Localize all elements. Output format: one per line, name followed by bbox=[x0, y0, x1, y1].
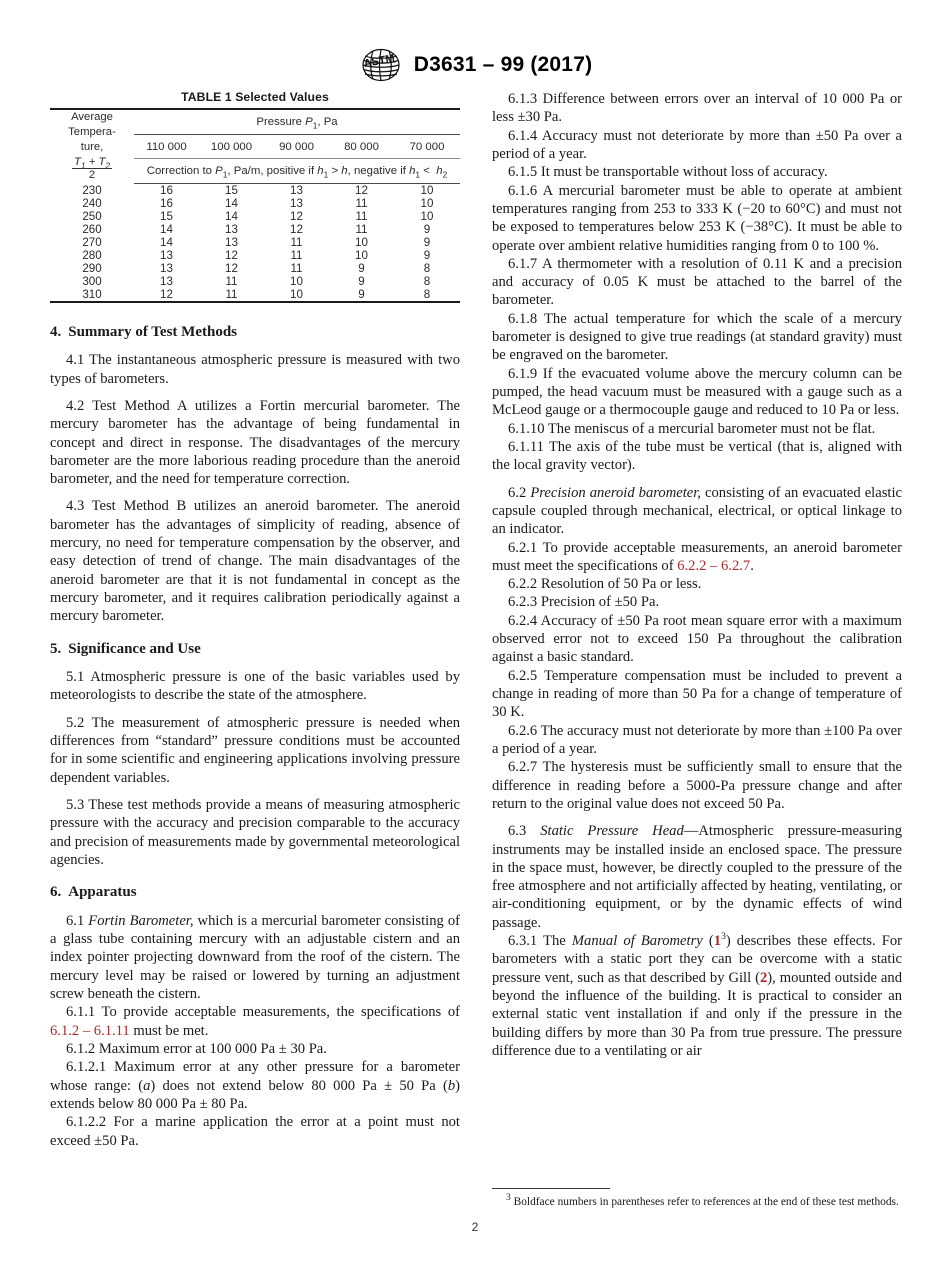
row-value: 10 bbox=[420, 183, 434, 197]
paragraph-6-1-1 bbox=[50, 1003, 460, 1040]
footnote-marker-3: 3 bbox=[721, 932, 726, 943]
cross-reference-link-6-2-2-to-6-2-7[interactable]: 6.2.2 – 6.2.7 bbox=[677, 557, 751, 574]
row-value: 11 bbox=[225, 274, 238, 288]
row-value: 11 bbox=[290, 235, 303, 249]
clause-text: ( bbox=[702, 933, 714, 950]
table-col-header: 70 000 bbox=[394, 134, 460, 158]
row-value: 9 bbox=[358, 274, 365, 288]
table-col-header: 100 000 bbox=[199, 134, 264, 158]
section-title: Summary of Test Methods bbox=[68, 323, 238, 340]
row-value: 10 bbox=[355, 235, 368, 249]
row-value: 14 bbox=[160, 235, 173, 249]
paragraph-6-3 bbox=[492, 822, 902, 932]
table-row bbox=[50, 183, 460, 197]
term-fortin-barometer: Fortin Barometer, bbox=[88, 912, 194, 929]
paragraph-6-1-2: 6.1.2 Maximum error at 100 000 Pa ± 30 Pa. bbox=[66, 1040, 327, 1057]
row-value: 12 bbox=[225, 248, 238, 262]
row-temperature: 310 bbox=[82, 287, 102, 301]
footnote-separator-rule bbox=[492, 1188, 610, 1189]
table-row bbox=[50, 288, 460, 302]
paragraph-6-1-7: 6.1.7 A thermometer with a resolution of 0.11 K and a precision and accuracy of 0.05 K must be attached to the barrel of the barometer. bbox=[492, 255, 902, 309]
row-value: 11 bbox=[355, 196, 368, 210]
row-value: 14 bbox=[225, 196, 238, 210]
table-caption: TABLE 1 Selected Values bbox=[181, 90, 329, 104]
row-temperature: 300 bbox=[82, 274, 102, 288]
temperature-average-fraction: $\frac{T_1 + T_2}{2}$ bbox=[73, 155, 111, 182]
row-value: 12 bbox=[225, 261, 238, 275]
row-temperature: 240 bbox=[82, 196, 102, 210]
row-value: 13 bbox=[160, 261, 173, 275]
svg-text:ASTM: ASTM bbox=[362, 52, 396, 71]
paragraph-6-2-5: 6.2.5 Temperature compensation must be included to prevent a change in reading of more than 50 Pa for a change of temperature of 30 K. bbox=[492, 667, 902, 721]
table-row bbox=[50, 275, 460, 288]
section-number: 4. bbox=[50, 323, 62, 340]
paragraph-6-1-5: 6.1.5 It must be transportable without loss of accuracy. bbox=[508, 164, 828, 181]
row-value: 9 bbox=[358, 261, 365, 275]
table-row bbox=[50, 249, 460, 262]
paragraph-4-2: 4.2 Test Method A utilizes a Fortin mercurial barometer. The mercury barometer has the advantage of being fundamental in concept and direct in response. The disadvantages of the mercury barometer are the more laborious reading procedure than the aneroid barometer, and the need for temperature correction. bbox=[50, 397, 460, 488]
paragraph-5-1: 5.1 Atmospheric pressure is one of the basic variables used by meteorologists to describe the state of the atmosphere. bbox=[50, 669, 460, 704]
row-value: 12 bbox=[160, 287, 173, 301]
term-precision-aneroid-barometer: Precision aneroid barometer, bbox=[530, 484, 701, 501]
row-value: 10 bbox=[420, 209, 434, 223]
clause-number: 6.1 bbox=[66, 912, 85, 929]
clause-text: . bbox=[750, 557, 754, 574]
paragraph-4-3: 4.3 Test Method B utilizes an aneroid barometer. The aneroid barometer has the advantages of simplicity of reading, absence of mercury, no need for temperature compensation by the observer, and easy detection of trend of change. The main disadvantages of the aneroid barometer are that it is not fundamental in concept as the mercury barometer, and it requires calibration periodically against a mercury barometer. bbox=[50, 498, 460, 625]
paragraph-6-2-6: 6.2.6 The accuracy must not deteriorate by more than ±100 Pa over a period of a year. bbox=[492, 722, 902, 757]
row-value: 16 bbox=[160, 196, 173, 210]
row-value: 13 bbox=[225, 222, 238, 236]
row-value: 11 bbox=[290, 261, 303, 275]
row-value: 9 bbox=[423, 248, 431, 262]
table-body bbox=[50, 183, 460, 302]
row-value: 13 bbox=[290, 196, 303, 210]
row-value: 15 bbox=[160, 209, 173, 223]
paragraph-6-2-1 bbox=[492, 539, 902, 576]
table-col-header: 80 000 bbox=[329, 134, 394, 158]
row-value: 11 bbox=[290, 248, 303, 262]
astm-logo-icon bbox=[358, 48, 404, 82]
paragraph-6-1-11: 6.1.11 The axis of the tube must be vertical (that is, aligned with the local gravity vector). bbox=[492, 438, 902, 474]
row-value: 12 bbox=[355, 183, 368, 197]
title-manual-of-barometry: Manual of Barometry bbox=[571, 933, 703, 950]
reference-link-1[interactable]: 1 bbox=[713, 933, 722, 950]
document-body bbox=[50, 90, 902, 1210]
paragraph-6-1-10: 6.1.10 The meniscus of a mercurial barometer must not be flat. bbox=[508, 420, 876, 437]
section-heading-6 bbox=[50, 869, 460, 903]
row-value: 16 bbox=[160, 183, 173, 197]
row-value: 10 bbox=[420, 196, 434, 210]
footnote-body: Boldface numbers in parentheses refer to references at the end of these test methods. bbox=[513, 1196, 899, 1209]
paragraph-4-1: 4.1 The instantaneous atmospheric pressure is measured with two types of barometers. bbox=[50, 352, 460, 387]
row-value: 12 bbox=[290, 209, 303, 223]
clause-text: 6.1.1 To provide acceptable measurements, the specifications of bbox=[66, 1004, 460, 1021]
paragraph-6-1-2-1 bbox=[50, 1058, 460, 1113]
footnote-block bbox=[492, 1188, 902, 1210]
row-temperature: 270 bbox=[82, 235, 102, 249]
page-header bbox=[0, 48, 950, 82]
row-value: 13 bbox=[160, 248, 173, 262]
paragraph-6-1-4: 6.1.4 Accuracy must not deteriorate by more than ±50 Pa over a period of a year. bbox=[492, 127, 902, 162]
clause-number: 6.2 bbox=[508, 484, 527, 501]
clause-text: —Atmospheric pressure-measuring instruments may be installed inside an enclosed space. The pressure in the space must, however, be directly coupled to the pressure of the free atmosphere and not artificially affected by heating, ventilating, or air-conditioning equipment, or by the dynamic effects of wind passage. bbox=[492, 823, 902, 931]
table-row bbox=[50, 262, 460, 275]
table-correction-header: Correction to $P_1$, Pa/m, positive if $h_1 > h$, negative if $h_1 < h_2$ bbox=[134, 159, 460, 183]
table-row bbox=[50, 197, 460, 210]
footnote-text bbox=[492, 1195, 902, 1210]
row-value: 13 bbox=[290, 183, 303, 197]
row-temperature: 230 bbox=[82, 183, 102, 197]
section-title: Significance and Use bbox=[68, 640, 201, 657]
paragraph-6-1-6: 6.1.6 A mercurial barometer must be able to operate at ambient temperatures ranging from 253 to 333 K (−20 to 60°C) and must not be exposed to temperatures below 253 K (−38°C). It must be able to operate over ambient relative humidities ranging from 0 to 100 %. bbox=[492, 182, 902, 254]
clause-text: which is a mercurial barometer consisting of a glass tube containing mercury with an adjustable cistern and an index pointer projecting downward from the roof of the cistern. The mercury level may be raised or lowered by turning an adjustment screw beneath the cistern. bbox=[50, 912, 460, 1003]
paragraph-6-2-7: 6.2.7 The hysteresis must be sufficiently small to ensure that the difference in reading before a 5000-Pa pressure change and after return to the original value does not exceed 50 Pa. bbox=[492, 759, 902, 812]
reference-link-2[interactable]: 2 bbox=[760, 969, 768, 986]
table-col-header: 110 000 bbox=[134, 134, 199, 158]
row-value: 8 bbox=[423, 274, 431, 288]
section-number: 6. bbox=[50, 884, 62, 901]
section-title: Apparatus bbox=[68, 884, 137, 901]
row-value: 9 bbox=[423, 222, 431, 236]
table-1 bbox=[50, 90, 460, 303]
row-value: 9 bbox=[423, 235, 431, 249]
table-row bbox=[50, 236, 460, 249]
term-static-pressure-head: Static Pressure Head bbox=[540, 823, 684, 840]
row-value: 11 bbox=[225, 287, 238, 301]
paragraph-6-1-3: 6.1.3 Difference between errors over an interval of 10 000 Pa or less ±30 Pa. bbox=[492, 91, 902, 126]
list-marker-a: a bbox=[143, 1077, 151, 1094]
clause-text: consisting of an evacuated elastic capsule coupled through mechanical, electrical, or optical linkage to an indicator. bbox=[492, 484, 902, 538]
paragraph-6-1-2-2: 6.1.2.2 For a marine application the error at a point must not exceed ±50 Pa. bbox=[50, 1114, 460, 1149]
table-row bbox=[50, 210, 460, 223]
footnote-number: 3 bbox=[506, 1193, 511, 1204]
table-span-header: Pressure $P_1$, Pa bbox=[134, 109, 460, 134]
left-column bbox=[50, 90, 460, 1210]
row-value: 15 bbox=[225, 183, 238, 197]
clause-number: 6.3 bbox=[508, 823, 527, 840]
paragraph-6-1-8: 6.1.8 The actual temperature for which the scale of a mercury barometer is designed to give true readings (at standard gravity) must be engraved on the barometer. bbox=[492, 310, 902, 364]
row-temperature: 280 bbox=[82, 248, 102, 262]
section-heading-5 bbox=[50, 626, 460, 660]
table-row bbox=[50, 223, 460, 236]
row-value: 8 bbox=[423, 261, 431, 275]
row-value: 11 bbox=[355, 209, 368, 223]
clause-text: 6.3.1 The bbox=[508, 933, 572, 950]
paragraph-6-2-3: 6.2.3 Precision of ±50 Pa. bbox=[508, 594, 660, 611]
row-value: 9 bbox=[358, 287, 365, 301]
clause-text: 6.2.1 To provide acceptable measurements, an aneroid barometer must meet the specifications of bbox=[492, 539, 902, 574]
row-value: 8 bbox=[423, 287, 431, 301]
section-heading-4 bbox=[50, 309, 460, 343]
clause-text: ) extends below 80 000 Pa ± 80 Pa. bbox=[50, 1077, 460, 1112]
row-value: 14 bbox=[160, 222, 173, 236]
page-number: 2 bbox=[471, 1220, 479, 1234]
table-head bbox=[50, 109, 460, 183]
clause-text: ) describes these effects. For barometers with a static port they can be overcome with a static pressure vent, such as that described by Gill ( bbox=[492, 933, 903, 986]
row-temperature: 250 bbox=[82, 209, 102, 223]
paragraph-5-2: 5.2 The measurement of atmospheric pressure is needed when differences from “standard” pressure conditions must be accounted for in some scientific and engineering applications involving pressure dependent variables. bbox=[50, 714, 460, 786]
row-temperature: 260 bbox=[82, 222, 102, 236]
paragraph-6-2 bbox=[492, 484, 902, 539]
row-value: 12 bbox=[290, 222, 303, 236]
paragraph-6-2-4: 6.2.4 Accuracy of ±50 Pa root mean square error with a maximum observed error not to exceed 150 Pa throughout the calibration against a basic standard. bbox=[492, 612, 902, 666]
paragraph-6-2-2: 6.2.2 Resolution of 50 Pa or less. bbox=[508, 576, 702, 593]
row-value: 13 bbox=[160, 274, 173, 288]
clause-text: 6.1.2.1 Maximum error at any other pressure for a barometer whose range: ( bbox=[50, 1059, 460, 1094]
clause-text: ) does not extend below 80 000 Pa ± 50 Pa ( bbox=[150, 1077, 448, 1094]
list-marker-b: b bbox=[447, 1077, 456, 1094]
row-value: 10 bbox=[290, 287, 303, 301]
table-stub-header: Average Tempera- ture, $\frac{T_1 + T_2}{2}$ bbox=[68, 111, 116, 182]
row-value: 13 bbox=[225, 235, 238, 249]
section-number: 5. bbox=[50, 640, 62, 657]
right-column bbox=[492, 90, 902, 1210]
row-value: 10 bbox=[290, 274, 303, 288]
row-temperature: 290 bbox=[82, 261, 102, 275]
row-value: 10 bbox=[355, 248, 368, 262]
document-title: D3631 – 99 (2017) bbox=[413, 53, 593, 76]
row-value: 14 bbox=[225, 209, 238, 223]
paragraph-6-1 bbox=[50, 912, 460, 1004]
paragraph-6-1-9: 6.1.9 If the evacuated volume above the mercury column can be pumped, the head vacuum must be measured with a gauge such as a McLeod gauge or a thermocouple gauge and reduced to 10 Pa or less. bbox=[492, 365, 902, 419]
paragraph-5-3: 5.3 These test methods provide a means of measuring atmospheric pressure with the accuracy and precision comparable to the accuracy and precision of measurements made by governmental meteorological agencies. bbox=[50, 797, 460, 868]
cross-reference-link-6-1-2-to-6-1-11[interactable]: 6.1.2 – 6.1.11 bbox=[50, 1022, 130, 1039]
selected-values-table bbox=[50, 108, 460, 303]
paragraph-6-3-1 bbox=[492, 932, 902, 1060]
clause-text: must be met. bbox=[129, 1022, 209, 1039]
clause-text: ), mounted outside and beyond the influence of the building. It is practical to consider an external static vent installation if and only if the pressure in the building differs by more than 30 Pa from true pressure. The pressure difference due to a ventilating or air bbox=[492, 969, 902, 1059]
table-col-header: 90 000 bbox=[264, 134, 329, 158]
row-value: 11 bbox=[355, 222, 368, 236]
